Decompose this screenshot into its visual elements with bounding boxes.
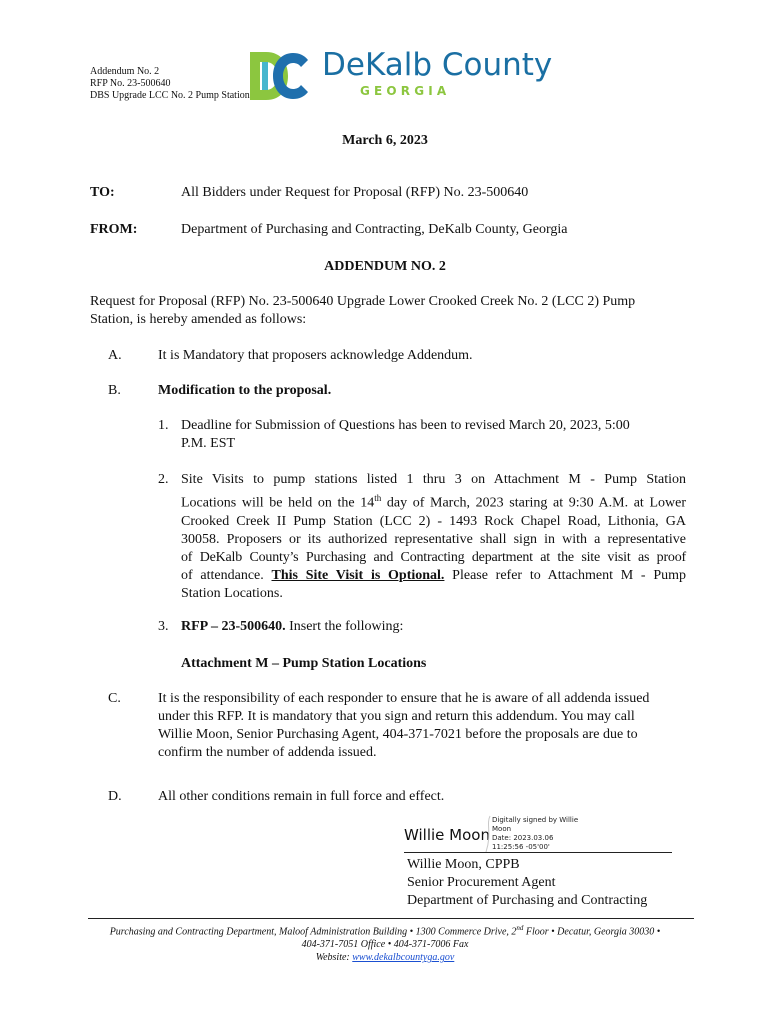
footer-website-link[interactable]: www.dekalbcountyga.gov (352, 952, 455, 964)
signature-name: Willie Moon (404, 826, 490, 844)
signer-department: Department of Purchasing and Contracting (407, 893, 648, 908)
memo-date: March 6, 2023 (342, 133, 428, 148)
header-rfp-no: RFP No. 23-500640 (90, 78, 171, 89)
subitem-2-line-1: Site Visits to pump stations listed 1 thru 3 on Attachment M - Pump Station (181, 472, 686, 487)
item-c-line-4: confirm the number of addenda issued. (158, 745, 377, 760)
to-text: All Bidders under Request for Proposal (RFP) No. 23-500640 (181, 185, 529, 200)
subitem-2-line-3: Crooked Creek II Pump Station (LCC 2) - 1493 Rock Chapel Road, Lithonia, GA (181, 513, 686, 529)
from-text: Department of Purchasing and Contracting, DeKalb County, Georgia (181, 222, 568, 237)
signature-meta (492, 816, 578, 852)
to-label: TO: (90, 185, 115, 200)
from-label: FROM: (90, 222, 138, 237)
item-a-letter: A. (108, 348, 122, 363)
header-reference (90, 66, 250, 102)
item-c-line-3: Willie Moon, Senior Purchasing Agent, 404-371-7021 before the proposals are due to (158, 727, 638, 742)
subitem-2-line-2: Locations will be held on the 14th day of March, 2023 staring at 9:30 A.M. at Lower (181, 493, 686, 511)
item-c-line-2: under this RFP. It is mandatory that you sign and return this addendum. You may call (158, 709, 635, 724)
signature-meta-line-2: Moon (492, 825, 512, 833)
subitem-2-paragraph (181, 471, 686, 603)
digital-signature (404, 814, 674, 854)
subitem-2-line-4: 30058. Proposers or its authorized representative shall sign in with a representative (181, 531, 686, 547)
optional-visit-note: This Site Visit is Optional. (271, 567, 445, 583)
signature-meta-line-1: Digitally signed by Willie (492, 816, 579, 824)
subitem-1-line-1: Deadline for Submission of Questions has been to revised March 20, 2023, 5:00 (181, 418, 630, 433)
intro-line-2: Station, is hereby amended as follows: (90, 312, 307, 327)
signature-meta-line-3: Date: 2023.03.06 (492, 834, 554, 842)
subitem-2-line-6: of attendance. This Site Visit is Optional. Please refer to Attachment M - Pump (181, 567, 686, 583)
signature-line (404, 852, 672, 853)
item-c-line-1: It is the responsibility of each responder to ensure that he is aware of all addenda issued (158, 691, 650, 706)
subitem-1-line-2: P.M. EST (181, 436, 236, 451)
dekalb-county-logo (248, 47, 553, 102)
attachment-heading: Attachment M – Pump Station Locations (181, 656, 427, 671)
header-addendum-no: Addendum No. 2 (90, 66, 160, 77)
subitem-2-line-7: Station Locations. (181, 585, 283, 601)
subitem-3-number: 3. (158, 619, 169, 634)
subitem-2-number: 2. (158, 472, 169, 487)
footer-phone: 404-371-7051 Office • 404-371-7006 Fax (301, 939, 469, 951)
footer-website-line: Website: www.dekalbcountyga.gov (315, 952, 455, 964)
item-b-letter: B. (108, 383, 121, 398)
subitem-2-line-5: of DeKalb County’s Purchasing and Contracting department at the site visit as proof (181, 549, 686, 565)
item-c-letter: C. (108, 691, 121, 706)
footer (40, 922, 730, 964)
logo-county-name: DeKalb County (322, 47, 553, 83)
addendum-title: ADDENDUM NO. 2 (324, 259, 446, 274)
header-project: DBS Upgrade LCC No. 2 Pump Station (90, 90, 250, 101)
item-a-text: It is Mandatory that proposers acknowledge Addendum. (158, 348, 473, 363)
subitem-3-text: RFP – 23-500640. Insert the following: (181, 619, 404, 634)
subitem-1-number: 1. (158, 418, 169, 433)
footer-rule (88, 918, 694, 919)
item-b-text: Modification to the proposal. (158, 383, 332, 398)
intro-line-1: Request for Proposal (RFP) No. 23-500640 Upgrade Lower Crooked Creek No. 2 (LCC 2) Pump (90, 294, 636, 309)
dc-monogram-icon (248, 50, 312, 102)
signer-title: Senior Procurement Agent (407, 875, 556, 890)
logo-state-name: G E O R G I A (360, 84, 447, 98)
item-d-text: All other conditions remain in full force and effect. (158, 789, 445, 804)
signature-meta-line-4: 11:25:56 -05'00' (492, 843, 550, 851)
item-c-paragraph (158, 690, 686, 762)
footer-address: Purchasing and Contracting Department, Maloof Administration Building • 1300 Commerce Drive, 2nd Floor • Decatur, Georgia 30030 • (109, 924, 661, 938)
item-d-letter: D. (108, 789, 122, 804)
signer-name: Willie Moon, CPPB (407, 857, 520, 872)
